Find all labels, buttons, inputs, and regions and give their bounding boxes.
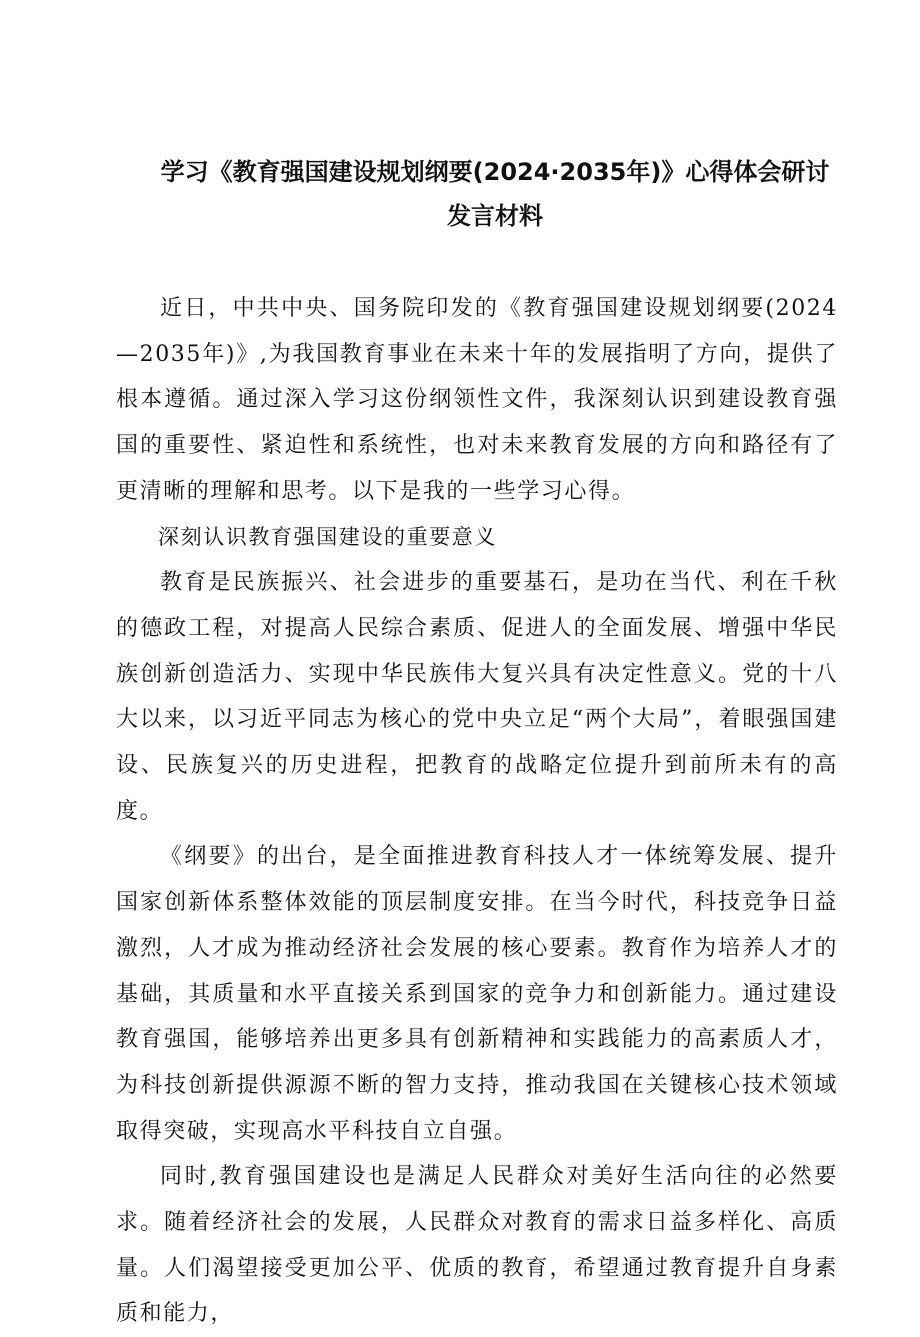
section-heading: 深刻认识教育强国建设的重要意义 <box>158 524 497 549</box>
paragraph-people-needs: 同时,教育强国建设也是满足人民群众对美好生活向往的必然要求。随着经济社会的发展，人民群众对教育的需求日益多样化、高质量。人们渴望接受更加公平、优质的教育，希望通过教育提升自身素质和能力， <box>116 1164 838 1327</box>
paragraph-outline: 《纲要》的出台，是全面推进教育科技人才一体统筹发展、提升国家创新体系整体效能的顶层制度安排。在当今时代，科技竞争日益激烈，人才成为推动经济社会发展的核心要素。教育作为培养人才的基础，其质量和水平直接关系到国家的竞争力和创新能力。通过建设教育强国，能够培养出更多具有创新精神和实践能力的高素质人才，为科技创新提供源源不断的智力支持，推动我国在关键核心技术领域取得突破，实现高水平科技自立自强。 <box>116 844 838 1144</box>
document-title: 学习《教育强国建设规划纲要(2024·2035年)》心得体会研讨发言材料 <box>160 158 830 230</box>
paragraph-significance: 教育是民族振兴、社会进步的重要基石，是功在当代、利在千秋的德政工程，对提高人民综合素质、促进人的全面发展、增强中华民族创新创造活力、实现中华民族伟大复兴具有决定性意义。党的十八大以来，以习近平同志为核心的党中央立足“两个大局”，着眼强国建设、民族复兴的历史进程，把教育的战略定位提升到前所未有的高度。 <box>116 570 838 824</box>
document-body <box>116 286 838 1337</box>
paragraph-intro: 近日，中共中央、国务院印发的《教育强国建设规划纲要(2024—2035年)》,为我国教育事业在未来十年的发展指明了方向，提供了根本遵循。通过深入学习这份纲领性文件，我深刻认识到建设教育强国的重要性、紧迫性和系统性，也对未来教育发展的方向和路径有了更清晰的理解和思考。以下是我的一些学习心得。 <box>116 296 838 504</box>
